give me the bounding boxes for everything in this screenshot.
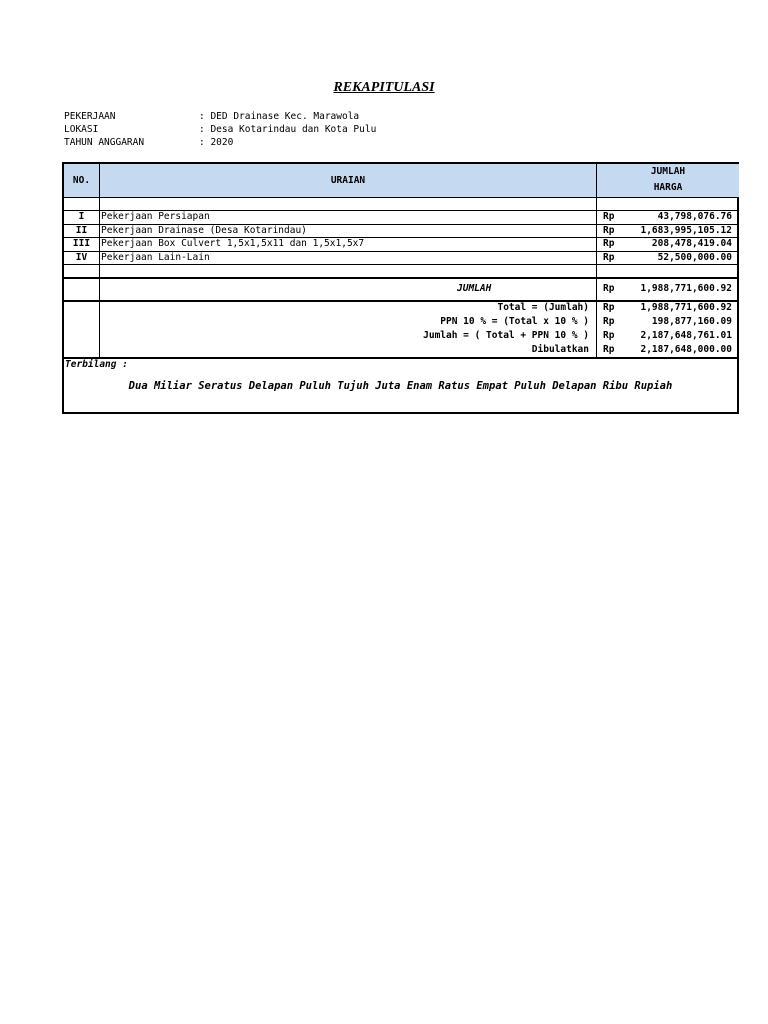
row-divider bbox=[64, 357, 737, 359]
row-uraian: Pekerjaan Drainase (Desa Kotarindau) bbox=[101, 225, 307, 236]
summary-amount: 2,187,648,761.01 bbox=[640, 330, 732, 341]
info-label: LOKASI bbox=[64, 124, 99, 135]
jumlah-rp: Rp bbox=[603, 283, 615, 294]
row-uraian: Pekerjaan Persiapan bbox=[101, 211, 210, 222]
row-divider bbox=[64, 197, 737, 198]
row-rp: Rp bbox=[603, 252, 615, 263]
recap-table bbox=[62, 162, 739, 414]
info-value: : 2020 bbox=[199, 137, 234, 148]
info-tahun-anggaran bbox=[64, 136, 233, 149]
row-uraian: Pekerjaan Box Culvert 1,5x1,5x11 dan 1,5x1,5x7 bbox=[101, 238, 365, 249]
row-no: II bbox=[75, 225, 88, 236]
summary-amount: 1,988,771,600.92 bbox=[640, 302, 732, 313]
row-uraian: Pekerjaan Lain-Lain bbox=[101, 252, 210, 263]
info-lokasi bbox=[64, 123, 376, 136]
summary-amount: 198,877,160.09 bbox=[651, 316, 732, 327]
info-value: : DED Drainase Kec. Marawola bbox=[199, 111, 360, 122]
page-title: REKAPITULASI bbox=[333, 80, 435, 95]
summary-label: PPN 10 % = (Total x 10 % ) bbox=[440, 316, 589, 327]
info-value: : Desa Kotarindau dan Kota Pulu bbox=[199, 124, 377, 135]
header-no: NO. bbox=[72, 175, 91, 186]
info-pekerjaan bbox=[64, 110, 359, 123]
row-divider bbox=[64, 264, 737, 265]
row-amount: 52,500,000.00 bbox=[657, 252, 732, 263]
terbilang-label: Terbilang : bbox=[65, 359, 128, 370]
summary-rp: Rp bbox=[603, 302, 615, 313]
header-harga: HARGA bbox=[653, 182, 683, 193]
terbilang-text: Dua Miliar Seratus Delapan Puluh Tujuh Juta Enam Ratus Empat Puluh Delapan Ribu Rupiah bbox=[128, 380, 673, 392]
row-divider bbox=[64, 277, 737, 279]
row-no: IV bbox=[75, 252, 88, 263]
summary-label: Jumlah = ( Total + PPN 10 % ) bbox=[423, 330, 589, 341]
col-divider bbox=[99, 164, 100, 357]
row-amount: 43,798,076.76 bbox=[657, 211, 732, 222]
summary-rp: Rp bbox=[603, 330, 615, 341]
row-amount: 208,478,419.04 bbox=[651, 238, 732, 249]
jumlah-label: JUMLAH bbox=[457, 283, 492, 294]
summary-label: Dibulatkan bbox=[531, 344, 589, 355]
row-rp: Rp bbox=[603, 238, 615, 249]
summary-rp: Rp bbox=[603, 316, 615, 327]
row-amount: 1,683,995,105.12 bbox=[640, 225, 732, 236]
jumlah-amount: 1,988,771,600.92 bbox=[640, 283, 732, 294]
row-no: I bbox=[78, 211, 85, 222]
summary-label: Total = (Jumlah) bbox=[497, 302, 589, 313]
info-label: TAHUN ANGGARAN bbox=[64, 137, 145, 148]
header-jumlah: JUMLAH bbox=[650, 166, 686, 177]
row-no: III bbox=[72, 238, 91, 249]
row-rp: Rp bbox=[603, 225, 615, 236]
summary-rp: Rp bbox=[603, 344, 615, 355]
header-uraian: URAIAN bbox=[330, 175, 366, 186]
summary-amount: 2,187,648,000.00 bbox=[640, 344, 732, 355]
info-label: PEKERJAAN bbox=[64, 111, 116, 122]
row-rp: Rp bbox=[603, 211, 615, 222]
